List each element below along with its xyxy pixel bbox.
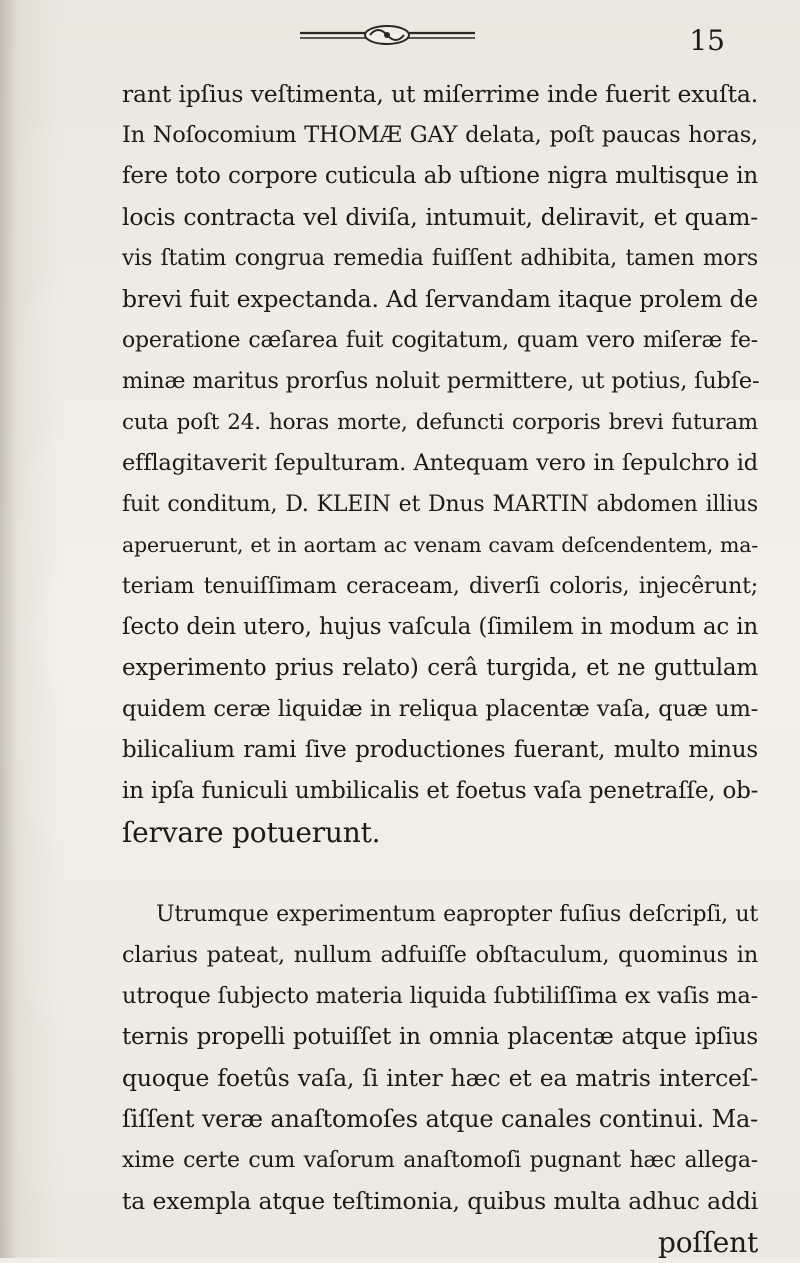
paragraph-2 xyxy=(122,894,758,1263)
text-line: teriam tenuiſſimam ceraceam, diverſi coloris, injecêrunt; xyxy=(122,574,758,599)
text-line: experimento prius relato) cerâ turgida, et ne guttulam xyxy=(122,655,758,681)
text-line: quoque foetûs vaſa, ſi inter hæc et ea matris interceſ- xyxy=(122,1064,758,1092)
text-line: in ipſa funiculi umbilicalis et foetus vaſa penetraſſe, ob- xyxy=(122,778,759,804)
text-line: In Noſocomium THOMÆ GAY delata, poſt paucas horas, xyxy=(122,122,758,148)
text-line: rant ipſius veſtimenta, ut miſerrime inde fuerit exuſta. xyxy=(122,80,758,108)
text-line: minæ maritus prorſus noluit permittere, ut potius, ſubſe- xyxy=(122,368,760,394)
text-line: ſecto dein utero, hujus vaſcula (ſimilem in modum ac in xyxy=(122,614,758,640)
text-line: clarius pateat, nullum adfuiſſe obſtaculum, quominus in xyxy=(122,942,758,968)
text-line: xime certe cum vaſorum anaſtomoſi pugnant hæc allega- xyxy=(122,1148,758,1173)
text-line: locis contracta vel diviſa, intumuit, deliravit, et quam- xyxy=(122,203,758,231)
body-text xyxy=(122,74,758,1263)
text-line: brevi fuit expectanda. Ad ſervandam itaque prolem de xyxy=(122,285,758,313)
page-header xyxy=(0,22,800,72)
text-line: ſiſſent veræ anaſtomoſes atque canales continui. Ma- xyxy=(122,1105,758,1133)
text-line: quidem ceræ liquidæ in reliqua placentæ vaſa, quæ um- xyxy=(122,696,758,722)
text-line: ſervare potuerunt. xyxy=(122,816,381,849)
catchword: poſſent xyxy=(658,1226,758,1259)
paragraph-gap xyxy=(122,853,758,894)
paragraph-1 xyxy=(122,74,758,853)
page-number: 15 xyxy=(689,24,725,57)
text-line: fuit conditum, D. KLEIN et Dnus MARTIN abdomen illius xyxy=(122,492,758,517)
text-line: bilicalium rami ſive productiones fuerant, multo minus xyxy=(122,737,758,763)
text-line: utroque ſubjecto materia liquida ſubtiliſſima ex vaſis ma- xyxy=(122,983,758,1009)
text-line: ternis propelli potuiſſet in omnia placentæ atque ipſius xyxy=(122,1024,758,1050)
text-line: ta exempla atque teſtimonia, quibus multa adhuc addi xyxy=(122,1187,758,1215)
text-line: vis ſtatim congrua remedia fuiſſent adhibita, tamen mors xyxy=(122,246,758,271)
text-line: Utrumque experimentum eapropter fuſius deſcripſi, ut xyxy=(156,902,758,927)
text-line: operatione cæſarea fuit cogitatum, quam vero miſeræ fe- xyxy=(122,328,758,353)
text-line: aperuerunt, et in aortam ac venam cavam deſcendentem, ma- xyxy=(122,533,758,557)
text-line: efflagitaverit ſepulturam. Antequam vero in ſepulchro id xyxy=(122,450,758,476)
text-line: cuta poſt 24. horas morte, defuncti corporis brevi futuram xyxy=(122,410,758,435)
text-line: fere toto corpore cuticula ab uſtione nigra multisque in xyxy=(122,163,758,189)
ornament-rule-icon xyxy=(300,22,475,50)
